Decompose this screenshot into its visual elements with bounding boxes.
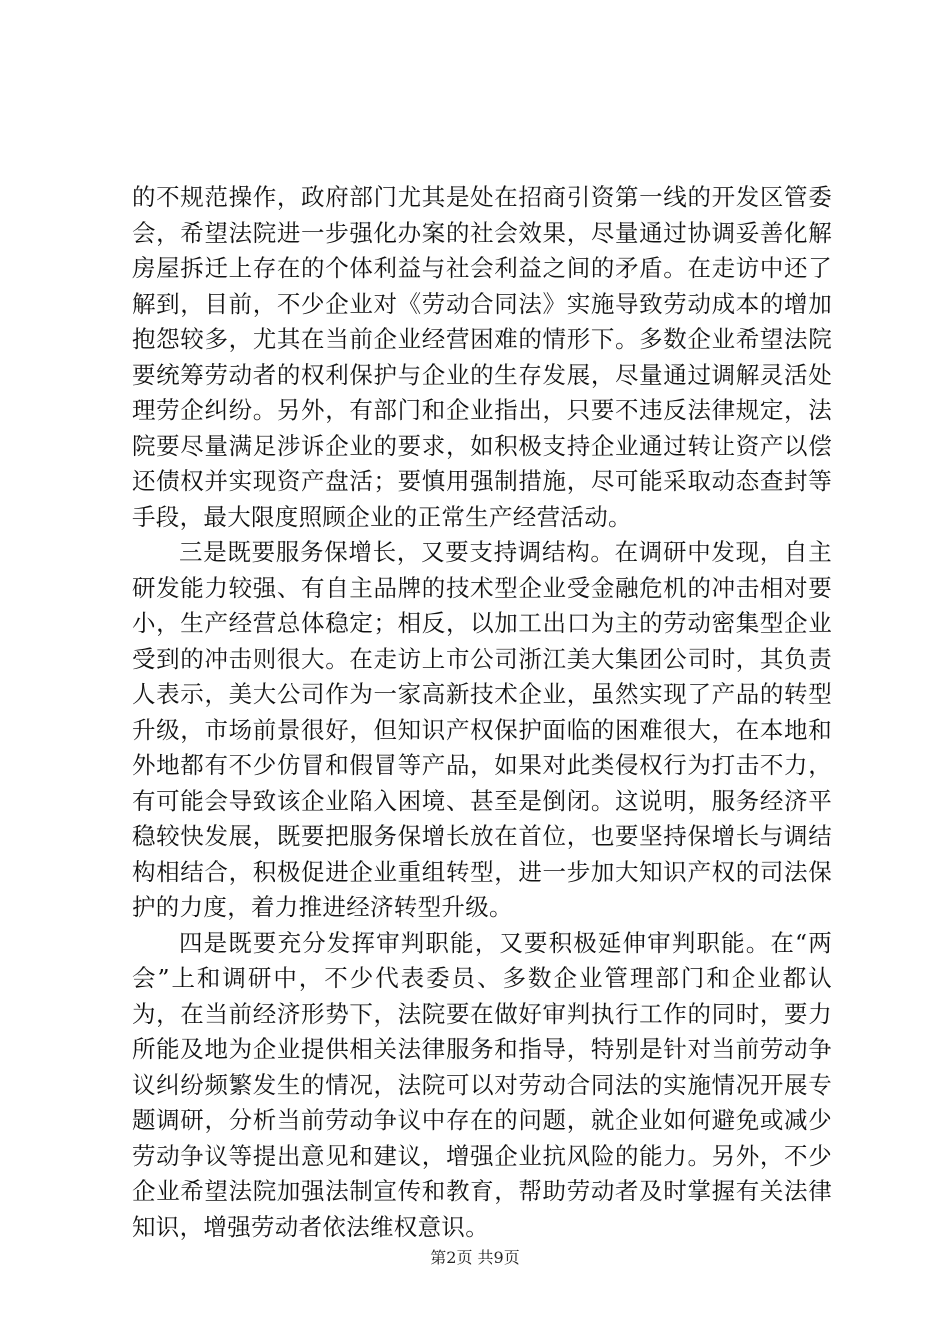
paragraph-continuation: 的不规范操作，政府部门尤其是处在招商引资第一线的开发区管委会，希望法院进一步强化办案的社会效果，尽量通过协调妥善化解房屋拆迁上存在的个体利益与社会利益之间的矛盾。在走访中还了解到，目前，不少企业对《劳动合同法》实施导致劳动成本的增加抱怨较多，尤其在当前企业经营困难的情形下。多数企业希望法院要统筹劳动者的权利保护与企业的生存发展，尽量通过调解灵活处理劳企纠纷。另外，有部门和企业指出，只要不违反法律规定，法院要尽量满足涉诉企业的要求，如积极支持企业通过转让资产以偿还债权并实现资产盘活；要慎用强制措施，尽可能采取动态查封等手段，最大限度照顾企业的正常生产经营活动。	[132, 183, 832, 531]
document-body	[132, 180, 832, 1245]
paragraph-point-three: 三是既要服务保增长，又要支持调结构。在调研中发现，自主研发能力较强、有自主品牌的技术型企业受金融危机的冲击相对要小，生产经营总体稳定；相反，以加工出口为主的劳动密集型企业受到的冲击则很大。在走访上市公司浙江美大集团公司时，其负责人表示，美大公司作为一家高新技术企业，虽然实现了产品的转型升级，市场前景很好，但知识产权保护面临的困难很大，在本地和外地都有不少仿冒和假冒等产品，如果对此类侵权行为打击不力，有可能会导致该企业陷入困境、甚至是倒闭。这说明，服务经济平稳较快发展，既要把服务保增长放在首位，也要坚持保增长与调结构相结合，积极促进企业重组转型，进一步加大知识产权的司法保护的力度，着力推进经济转型升级。	[132, 538, 832, 921]
paragraph-point-four: 四是既要充分发挥审判职能，又要积极延伸审判职能。在“两会”上和调研中，不少代表委员、多数企业管理部门和企业都认为，在当前经济形势下，法院要在做好审判执行工作的同时，要力所能及地为企业提供相关法律服务和指导，特别是针对当前劳动争议纠纷频繁发生的情况，法院可以对劳动合同法的实施情况开展专题调研，分析当前劳动争议中存在的问题，就企业如何避免或减少劳动争议等提出意见和建议，增强企业抗风险的能力。另外，不少企业希望法院加强法制宣传和教育，帮助劳动者及时掌握有关法律知识，增强劳动者依法维权意识。	[132, 928, 832, 1241]
page-number-footer: 第2页 共9页	[430, 1248, 520, 1267]
